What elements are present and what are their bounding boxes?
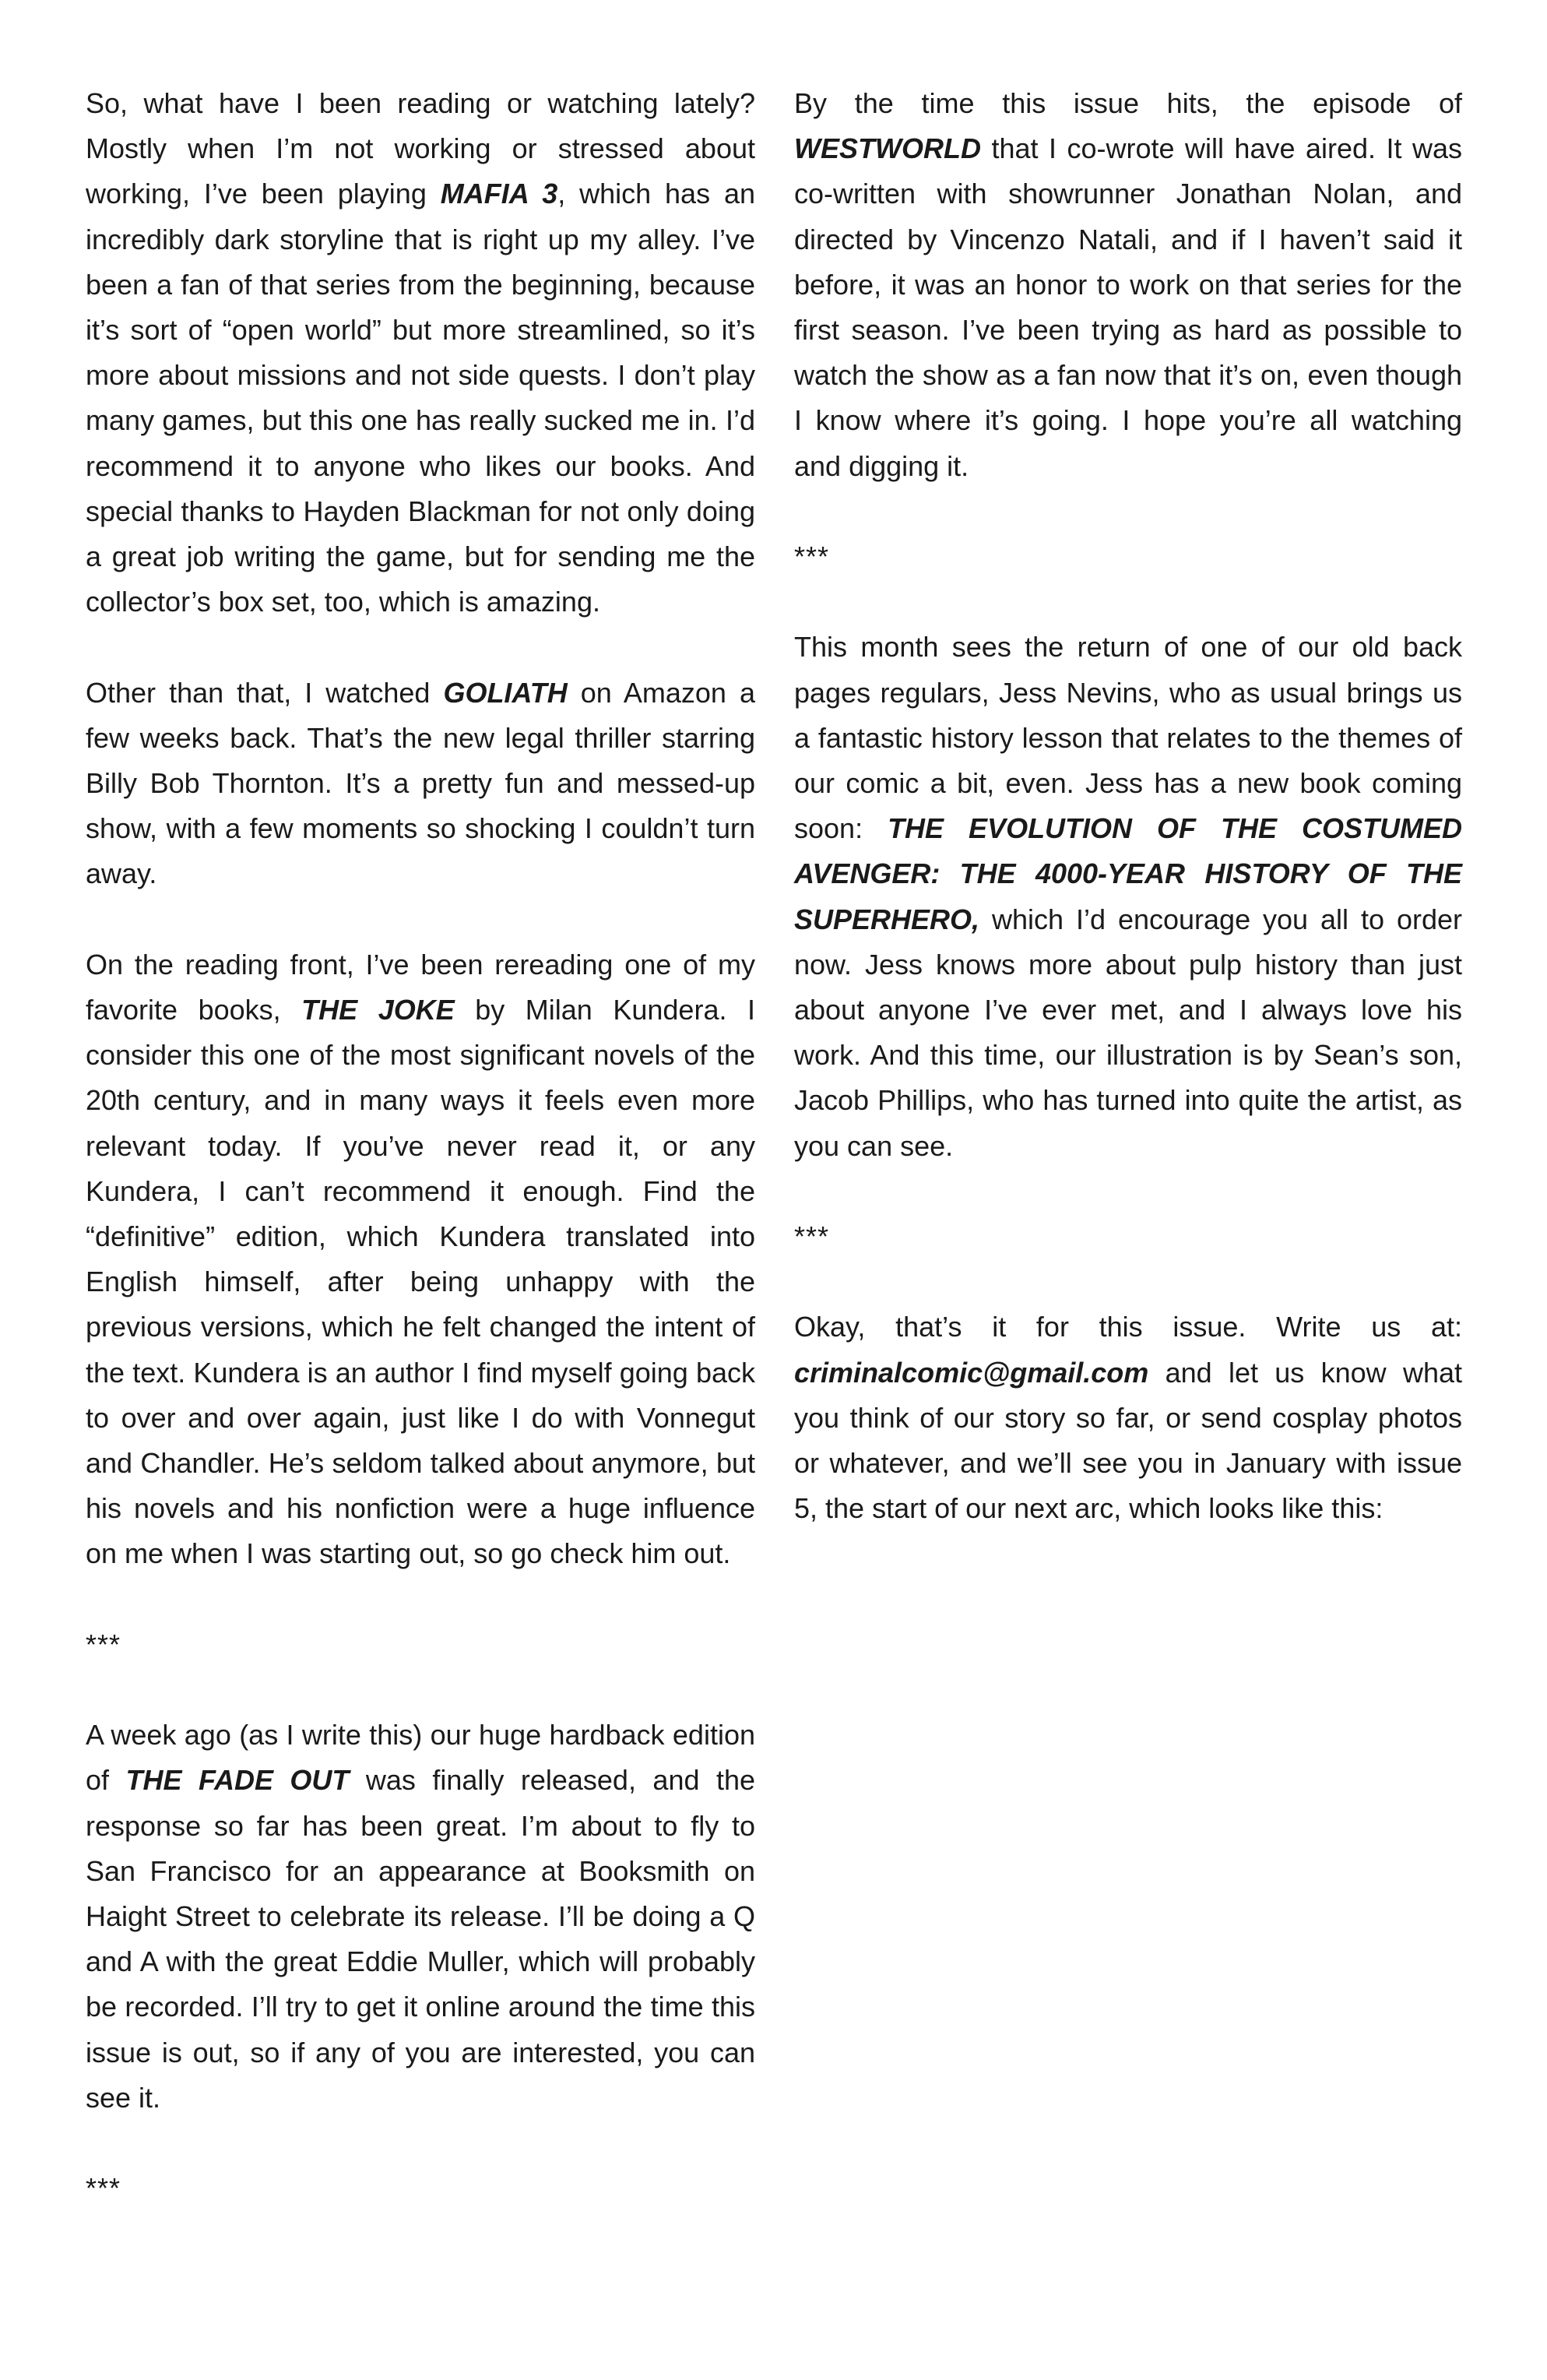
text-run: on Amazon a few weeks back. That’s the new legal thriller starring Billy Bob Thornton. It’s a pretty fun and messed-up show, with a few moments so shocking I couldn’t turn away. xyxy=(86,676,756,890)
text-run: that I co-wrote will have aired. It was co-written with showrunner Jonathan Nolan, and directed by Vincenzo Natali, and if I haven’t said it before, it was an honor to work on that series for the first season. I’ve been trying as hard as possible to watch the show as a fan now that it’s on, even though I know where it’s going. I hope you’re all watching and digging it. xyxy=(794,132,1462,482)
section-separator: *** xyxy=(794,1220,830,1253)
text-run: Other than that, I watched xyxy=(86,676,444,709)
text-run: and let us know what you think of our story so far, or send cosplay photos or whatever, and we’ll see you in January with issue 5, the start of our next arc, which looks like this: xyxy=(794,1356,1462,1525)
paragraph-sign-off xyxy=(794,1304,1462,1531)
text-run: which I’d encourage you all to order now. Jess knows more about pulp history than just about anyone I’ve ever met, and I always love his work. And this time, our illustration is by Sean’s son, Jacob Phillips, who has turned into quite the artist, as you can see. xyxy=(794,903,1462,1162)
paragraph-westworld xyxy=(794,81,1462,489)
book-title: THE FADE OUT xyxy=(125,1764,350,1797)
text-run: A week ago (as I write this) our huge hardback edition of xyxy=(86,1719,755,1797)
paragraph-the-joke xyxy=(86,942,755,1577)
section-separator: *** xyxy=(86,1628,121,1660)
text-run: was finally released, and the response so far has been great. I’m about to fly to San Francisco for an appearance at Booksmith on Haight Street to celebrate its release. I’ll be doing a Q and A with the great Eddie Muller, which will probably be recorded. I’ll try to get it online around the time this issue is out, so if any of you are interested, you can see it. xyxy=(86,1764,755,2114)
text-run: So, what have I been reading or watching lately? Mostly when I’m not working or stressed about working, I’ve been playing xyxy=(86,87,755,210)
text-run: Okay, that’s it for this issue. Write us at: xyxy=(794,1311,1462,1343)
section-separator: *** xyxy=(86,2172,121,2205)
book-title: THE JOKE xyxy=(301,994,455,1026)
game-title: MAFIA 3 xyxy=(440,178,558,210)
text-run: This month sees the return of one of our old back pages regulars, Jess Nevins, who as usual brings us a fantastic history lesson that relates to the themes of our comic a bit, even. Jess has a new book coming soon: xyxy=(794,631,1462,845)
book-title: THE EVOLUTION OF THE COSTUMED AVENGER: THE 4000-YEAR HISTORY OF THE SUPERHERO, xyxy=(794,812,1462,935)
section-separator: *** xyxy=(794,540,830,573)
show-title: WESTWORLD xyxy=(794,132,981,165)
text-run: By the time this issue hits, the episode of xyxy=(794,87,1462,119)
text-run: by Milan Kundera. I consider this one of the most significant novels of the 20th century, and in many ways it feels even more relevant today. If you’ve never read it, or any Kundera, I can’t recommend it enough. Find the “definitive” edition, which Kundera translated into English himself, after being unhappy with the previous versions, which he felt changed the intent of the text. Kundera is an author I find myself going back to over and over again, just like I do with Vonnegut and Chandler. He’s seldom talked about anymore, but his novels and his nonfiction were a huge influence on me when I was starting out, so go check him out. xyxy=(86,994,755,1570)
paragraph-mafia xyxy=(86,81,755,625)
paragraph-jess-nevins xyxy=(794,625,1462,1168)
paragraph-fade-out xyxy=(86,1713,755,2121)
right-column xyxy=(794,81,1462,1577)
paragraph-goliath xyxy=(86,671,755,897)
text-run: On the reading front, I’ve been rereading one of my favorite books, xyxy=(86,948,755,1026)
show-title: GOLIATH xyxy=(443,676,568,709)
text-run: , which has an incredibly dark storyline that is right up my alley. I’ve been a fan of that series from the beginning, because it’s sort of “open world” but more streamlined, so it’s more about missions and not side quests. I don’t play many games, but this one has really sucked me in. I’d recommend it to anyone who likes our books. And special thanks to Hayden Blackman for not only doing a great job writing the game, but for sending me the collector’s box set, too, which is amazing. xyxy=(86,178,755,618)
left-column xyxy=(86,81,755,2257)
contact-email: criminalcomic@gmail.com xyxy=(794,1356,1149,1389)
